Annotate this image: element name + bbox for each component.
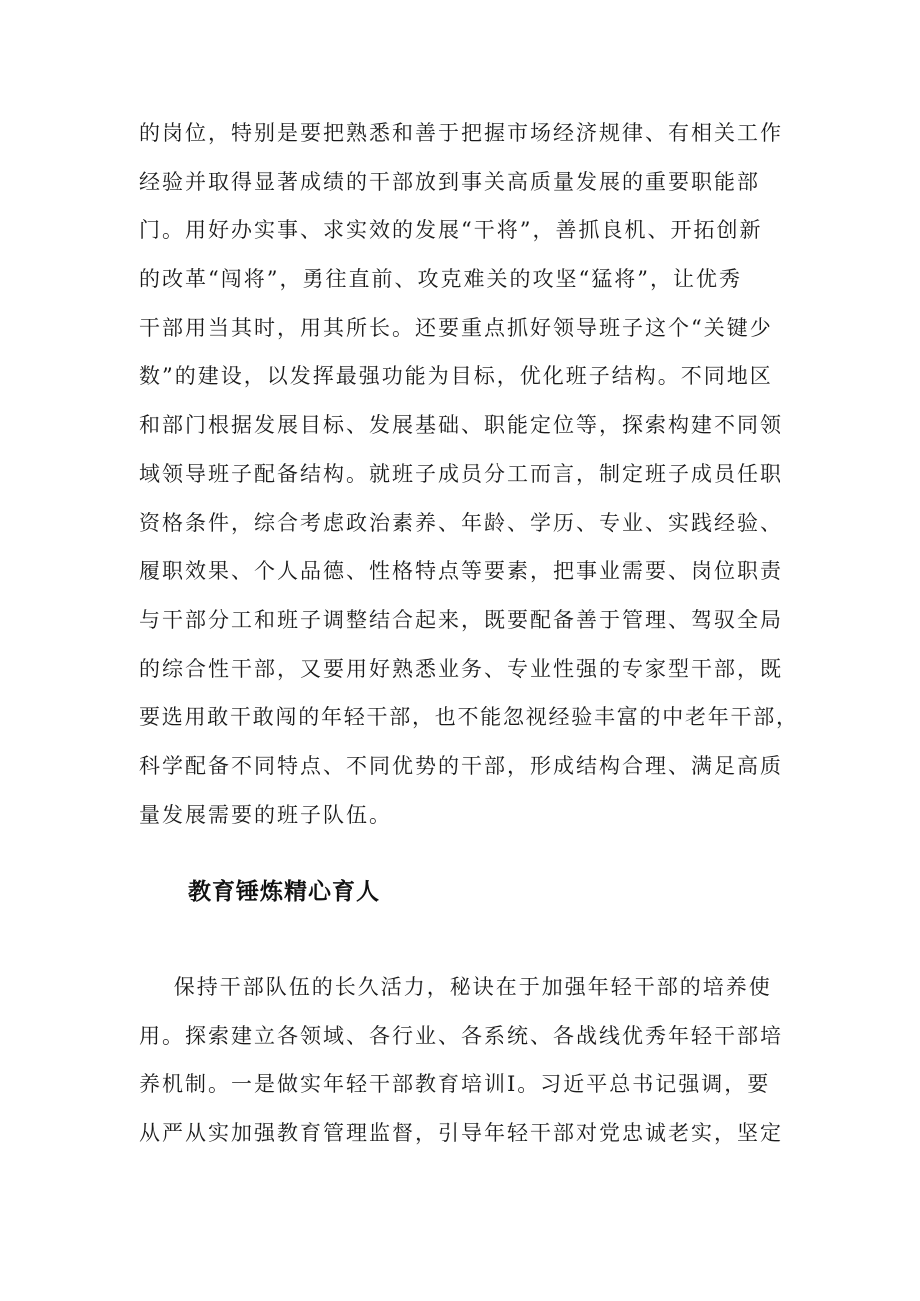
text-line: 门。用好办实事、求实效的发展“干将”，善抓良机、开拓创新	[139, 218, 763, 243]
text-line: 的综合性干部，又要用好熟悉业务、专业性强的专家型干部，既	[139, 656, 783, 681]
text-line: 的岗位，特别是要把熟悉和善于把握市场经济规律、有相关工作	[139, 121, 783, 145]
text-line: 要选用敢干敢闯的年轻干部，也不能忽视经验丰富的中老年干部，	[139, 705, 799, 730]
text-line: 数”的建设，以发挥最强功能为目标，优化班子结构。不同地区	[139, 364, 773, 389]
body-paragraph-1	[139, 109, 799, 839]
text-line: 量发展需要的班子队伍。	[139, 802, 392, 827]
text-line: 养机制。一是做实年轻干部教育培训Ⅰ。习近平总书记强调，要	[139, 1072, 771, 1097]
text-line: 的改革“闯将”，勇往直前、攻克难关的攻坚“猛将”，让优秀	[139, 267, 742, 292]
text-line: 域领导班子配备结构。就班子成员分工而言，制定班子成员任职	[139, 461, 783, 486]
section-heading: 教育锤炼精心育人	[188, 879, 380, 905]
text-line: 资格条件，综合考虑政治素养、年龄、学历、专业、实践经验、	[139, 510, 783, 535]
body-paragraph-2	[139, 963, 799, 1158]
text-line: 从严从实加强教育管理监督，引导年轻干部对党忠诚老实，坚定	[139, 1121, 783, 1146]
text-line: 保持干部队伍的长久活力，秘诀在于加强年轻干部的培养使	[139, 975, 772, 999]
text-line: 和部门根据发展目标、发展基础、职能定位等，探索构建不同领	[139, 413, 783, 438]
text-line: 与干部分工和班子调整结合起来，既要配备善于管理、驾驭全局	[139, 607, 783, 632]
text-line: 科学配备不同特点、不同优势的干部，形成结构合理、满足高质	[139, 753, 783, 778]
text-line: 用。探索建立各领域、各行业、各系统、各战线优秀年轻干部培	[139, 1023, 783, 1048]
text-line: 经验并取得显著成绩的干部放到事关高质量发展的重要职能部	[139, 169, 760, 194]
text-line: 干部用当其时，用其所长。还要重点抓好领导班子这个“关键少	[139, 315, 773, 340]
text-line: 履职效果、个人品德、性格特点等要素，把事业需要、岗位职责	[139, 559, 783, 584]
